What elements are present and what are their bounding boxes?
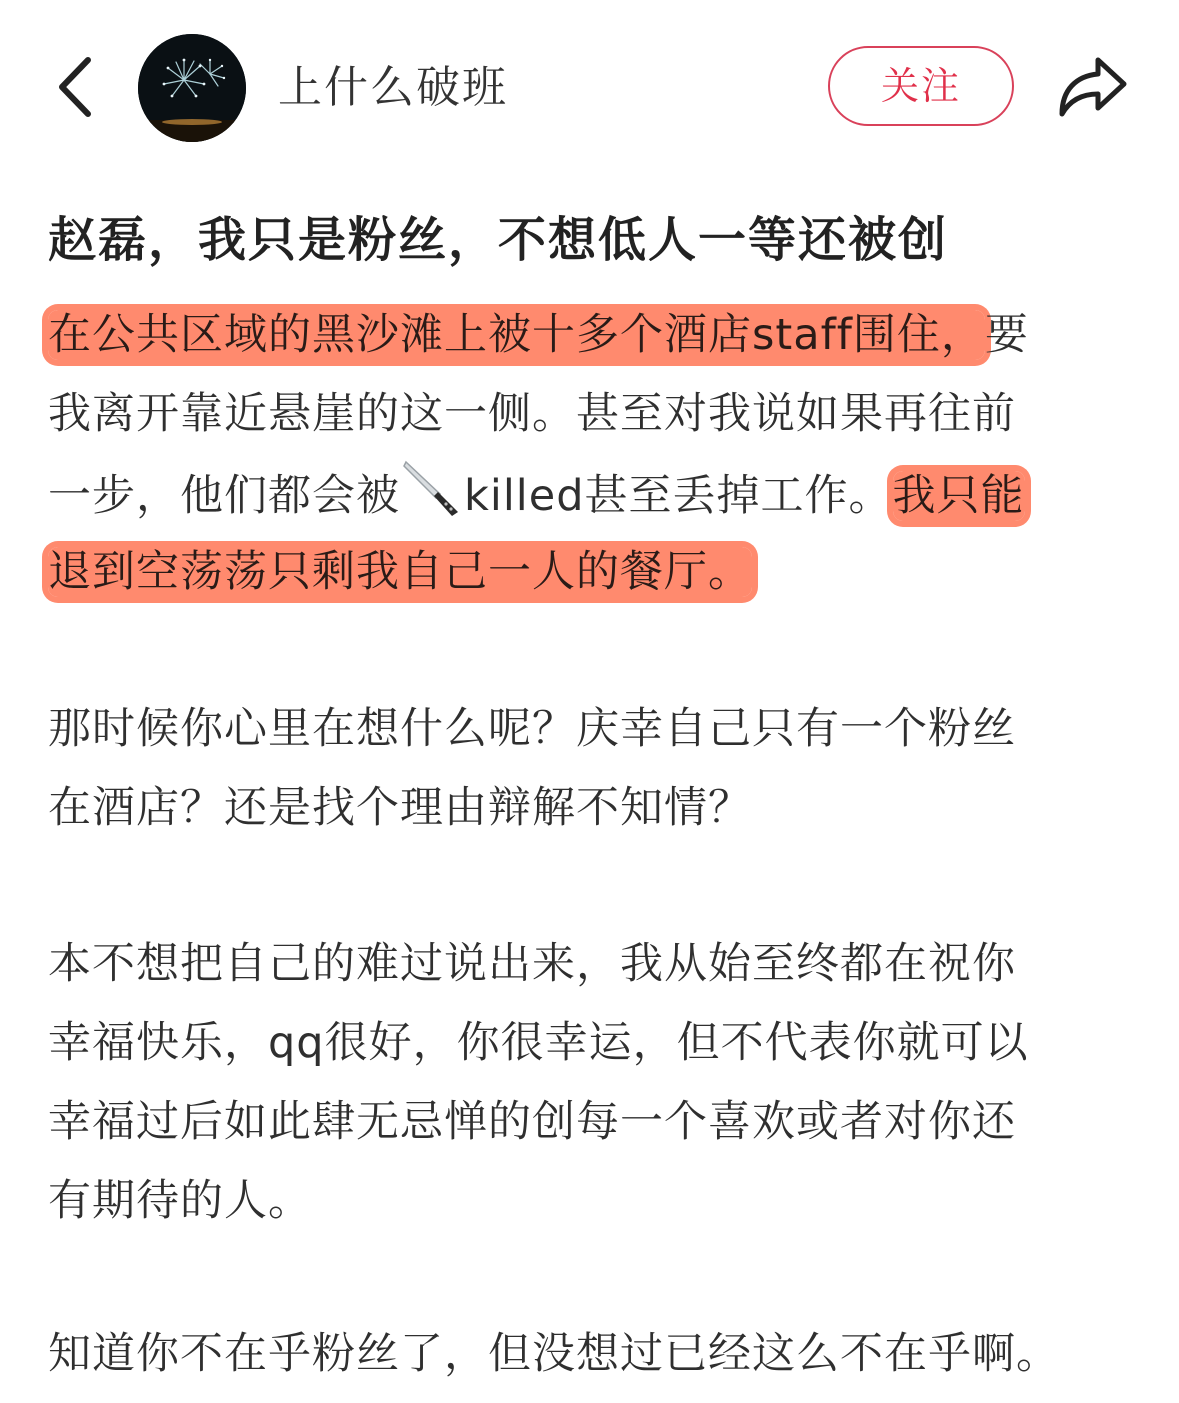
paragraph-line: 幸福快乐，qq很好，你很幸运，但不代表你就可以 (48, 1018, 1029, 1068)
paragraph-line: 知道你不在乎粉丝了，但没想过已经这么不在乎啊。 (48, 1329, 1060, 1379)
post-paragraph-1 (48, 296, 1133, 612)
paragraph-line: 那时候你心里在想什么呢？庆幸自己只有一个粉丝 (48, 704, 1016, 754)
post-title: 赵磊，我只是粉丝，不想低人一等还被创 (48, 212, 949, 268)
text-span: 要 (984, 310, 1029, 360)
back-button[interactable] (48, 52, 108, 122)
share-arrow-icon (1052, 50, 1132, 122)
paragraph-line: 我离开靠近悬崖的这一侧。甚至对我说如果再往前 (48, 389, 1016, 439)
post-paragraph-4 (48, 1315, 1133, 1394)
follow-button[interactable]: 关注 (828, 46, 1014, 126)
text-span: 一步，他们都会被 (48, 471, 400, 521)
post-paragraph-2 (48, 690, 1133, 848)
paragraph-line: 有期待的人。 (48, 1176, 312, 1226)
paragraph-line: 本不想把自己的难过说出来，我从始至终都在祝你 (48, 939, 1016, 989)
paragraph-line (48, 296, 1133, 375)
top-bar (0, 0, 1179, 175)
share-button[interactable] (1052, 50, 1132, 122)
paragraph-line: 幸福过后如此肆无忌惮的创每一个喜欢或者对你还 (48, 1097, 1016, 1147)
post-paragraph-3 (48, 925, 1133, 1241)
knife-icon (400, 454, 464, 518)
author-name[interactable]: 上什么破班 (278, 62, 508, 113)
fireworks-avatar-image (138, 34, 246, 142)
paragraph-line: 在酒店？还是找个理由辩解不知情？ (48, 783, 752, 833)
text-span: killed甚至丢掉工作。 (464, 471, 893, 521)
chevron-left-icon (48, 52, 108, 122)
highlighted-text: 退到空荡荡只剩我自己一人的餐厅。 (48, 547, 752, 597)
paragraph-line (48, 454, 1133, 533)
highlighted-text: 在公共区域的黑沙滩上被十多个酒店staff围住， (48, 310, 985, 360)
avatar[interactable] (138, 34, 246, 142)
paragraph-line (48, 533, 1133, 612)
highlighted-text: 我只能 (892, 471, 1025, 521)
